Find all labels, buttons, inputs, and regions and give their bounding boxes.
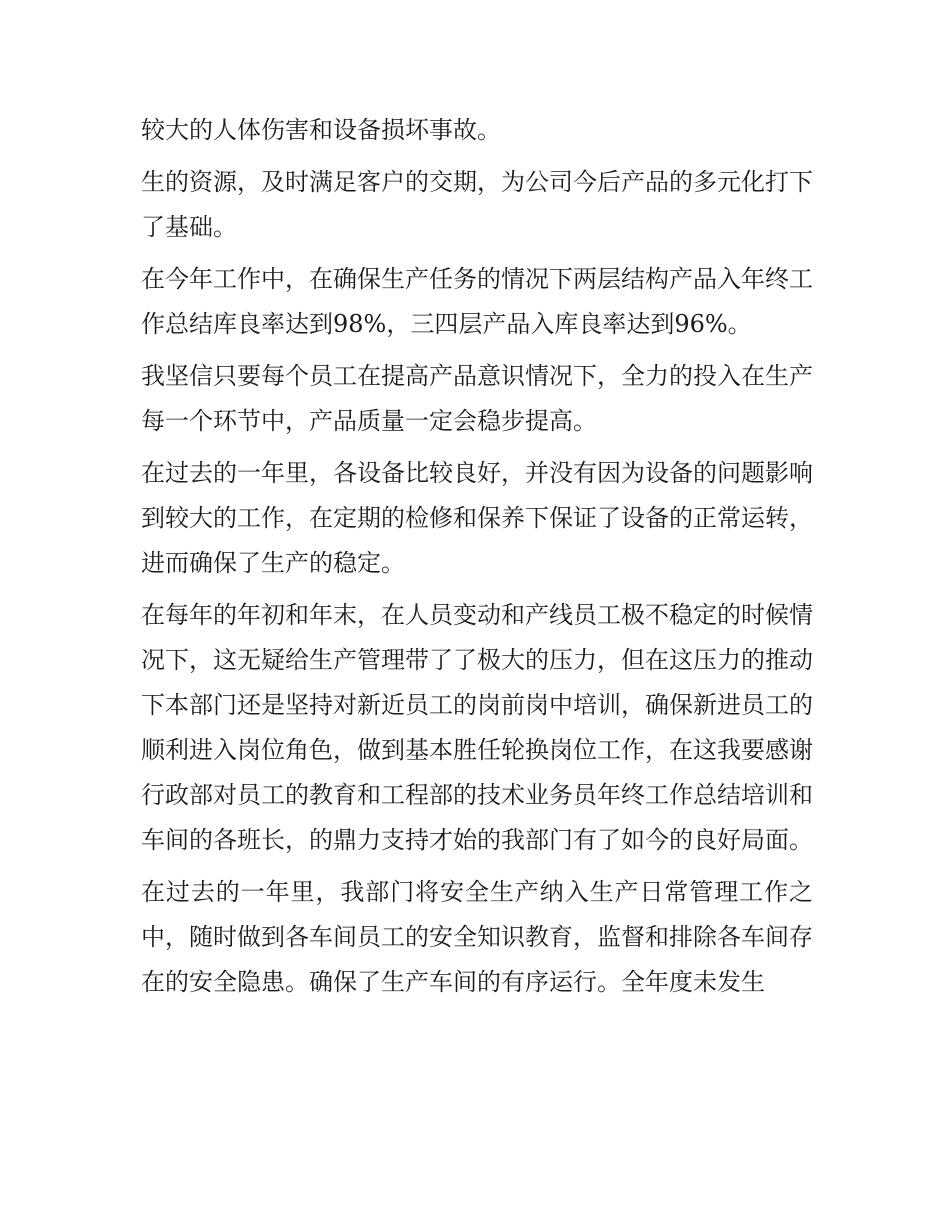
document-body [141,108,813,1005]
paragraph-5: 在过去的一年里，各设备比较良好，并没有因为设备的问题影响到较大的工作，在定期的检修和保养下保证了设备的正常运转，进而确保了生产的稳定。 [141,459,813,577]
paragraph-1: 较大的人体伤害和设备损坏事故。 [141,116,501,144]
paragraph-3: 在今年工作中，在确保生产任务的情况下两层结构产品入年终工作总结库良率达到98%，三四层产品入库良率达到96%。 [141,265,813,338]
paragraph-6: 在每年的年初和年末，在人员变动和产线员工极不稳定的时候情况下，这无疑给生产管理带了了极大的压力，但在这压力的推动下本部门还是坚持对新近员工的岗前岗中培训，确保新进员工的顺利进入岗位角色，做到基本胜任轮换岗位工作，在这我要感谢行政部对员工的教育和工程部的技术业务员年终工作总结培训和车间的各班长，的鼎力支持才始的我部门有了如今的良好局面。 [141,601,813,854]
paragraph-7: 在过去的一年里，我部门将安全生产纳入生产日常管理工作之中，随时做到各车间员工的安全知识教育，监督和排除各车间存在的安全隐患。确保了生产车间的有序运行。全年度未发生 [141,878,813,996]
paragraph-2: 生的资源，及时满足客户的交期，为公司今后产品的多元化打下了基础。 [141,168,813,241]
paragraph-4: 我坚信只要每个员工在提高产品意识情况下，全力的投入在生产每一个环节中，产品质量一定会稳步提高。 [141,362,813,435]
